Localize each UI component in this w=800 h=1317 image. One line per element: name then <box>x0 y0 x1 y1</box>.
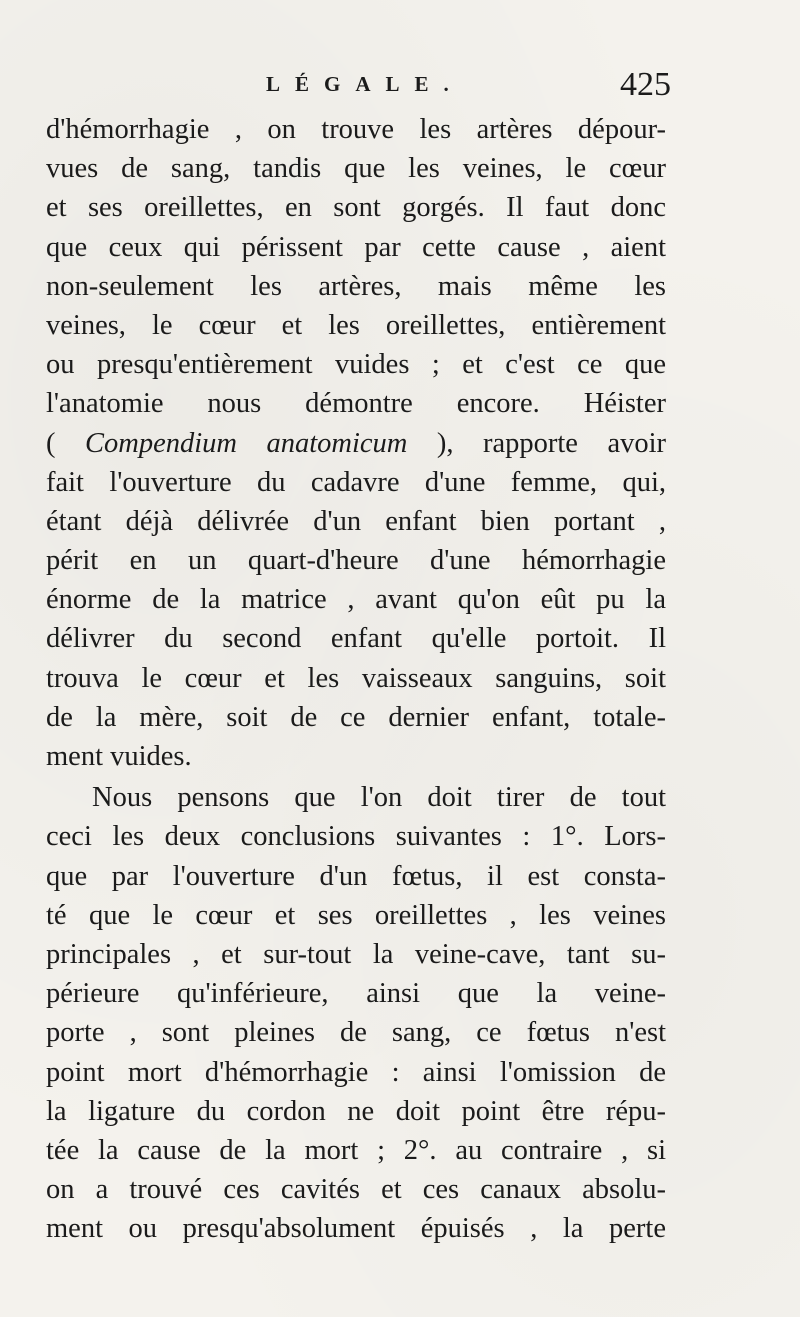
running-head: LÉGALE. <box>266 72 464 96</box>
text-line: Nous pensons que l'on doit tirer de tout <box>92 782 666 814</box>
text-line: délivrer du second enfant qu'elle portoit. Il <box>46 623 666 655</box>
text-line-citation <box>46 424 666 463</box>
page-header <box>0 66 800 106</box>
citation-open: ( <box>46 427 85 459</box>
text-line: la ligature du cordon ne doit point être répu- <box>46 1095 666 1127</box>
text-line: étant déjà délivrée d'un enfant bien portant , <box>46 505 666 537</box>
text-line: de la mère, soit de ce dernier enfant, totale- <box>46 701 666 733</box>
citation-title: Compendium anatomicum <box>85 427 408 459</box>
text-line: et ses oreillettes, en sont gorgés. Il faut donc <box>46 192 666 224</box>
text-line: périeure qu'inférieure, ainsi que la veine- <box>46 978 666 1010</box>
text-line: veines, le cœur et les oreillettes, entièrement <box>46 309 666 341</box>
text-line: énorme de la matrice , avant qu'on eût pu la <box>46 584 666 616</box>
body-text <box>46 110 666 1248</box>
text-line: tée la cause de la mort ; 2°. au contraire , si <box>46 1134 666 1166</box>
text-line: point mort d'hémorrhagie : ainsi l'omission de <box>46 1056 666 1088</box>
text-line: périt en un quart-d'heure d'une hémorrhagie <box>46 545 666 577</box>
page-number: 425 <box>620 66 671 103</box>
text-line: ment ou presqu'absolument épuisés , la perte <box>46 1213 666 1245</box>
text-line: ment vuides. <box>46 741 192 772</box>
text-line: ou presqu'entièrement vuides ; et c'est ce que <box>46 349 666 381</box>
text-line: on a trouvé ces cavités et ces canaux absolu- <box>46 1174 666 1206</box>
text-line: trouva le cœur et les vaisseaux sanguins, soit <box>46 662 666 694</box>
text-line: que par l'ouverture d'un fœtus, il est consta- <box>46 860 666 892</box>
text-line: non-seulement les artères, mais même les <box>46 270 666 302</box>
text-line: té que le cœur et ses oreillettes , les veines <box>46 899 666 931</box>
text-line: d'hémorrhagie , on trouve les artères dépour- <box>46 114 666 145</box>
text-line: principales , et sur-tout la veine-cave, tant su- <box>46 938 666 970</box>
text-line: ceci les deux conclusions suivantes : 1°. Lors- <box>46 821 666 853</box>
text-line: vues de sang, tandis que les veines, le cœur <box>46 153 666 185</box>
citation-close: ), rapporte avoir <box>407 427 667 459</box>
text-line: que ceux qui périssent par cette cause , aient <box>46 231 666 263</box>
text-line: fait l'ouverture du cadavre d'une femme, qui, <box>46 466 666 498</box>
text-line: l'anatomie nous démontre encore. Héister <box>46 388 666 420</box>
text-line: porte , sont pleines de sang, ce fœtus n'est <box>46 1017 666 1049</box>
